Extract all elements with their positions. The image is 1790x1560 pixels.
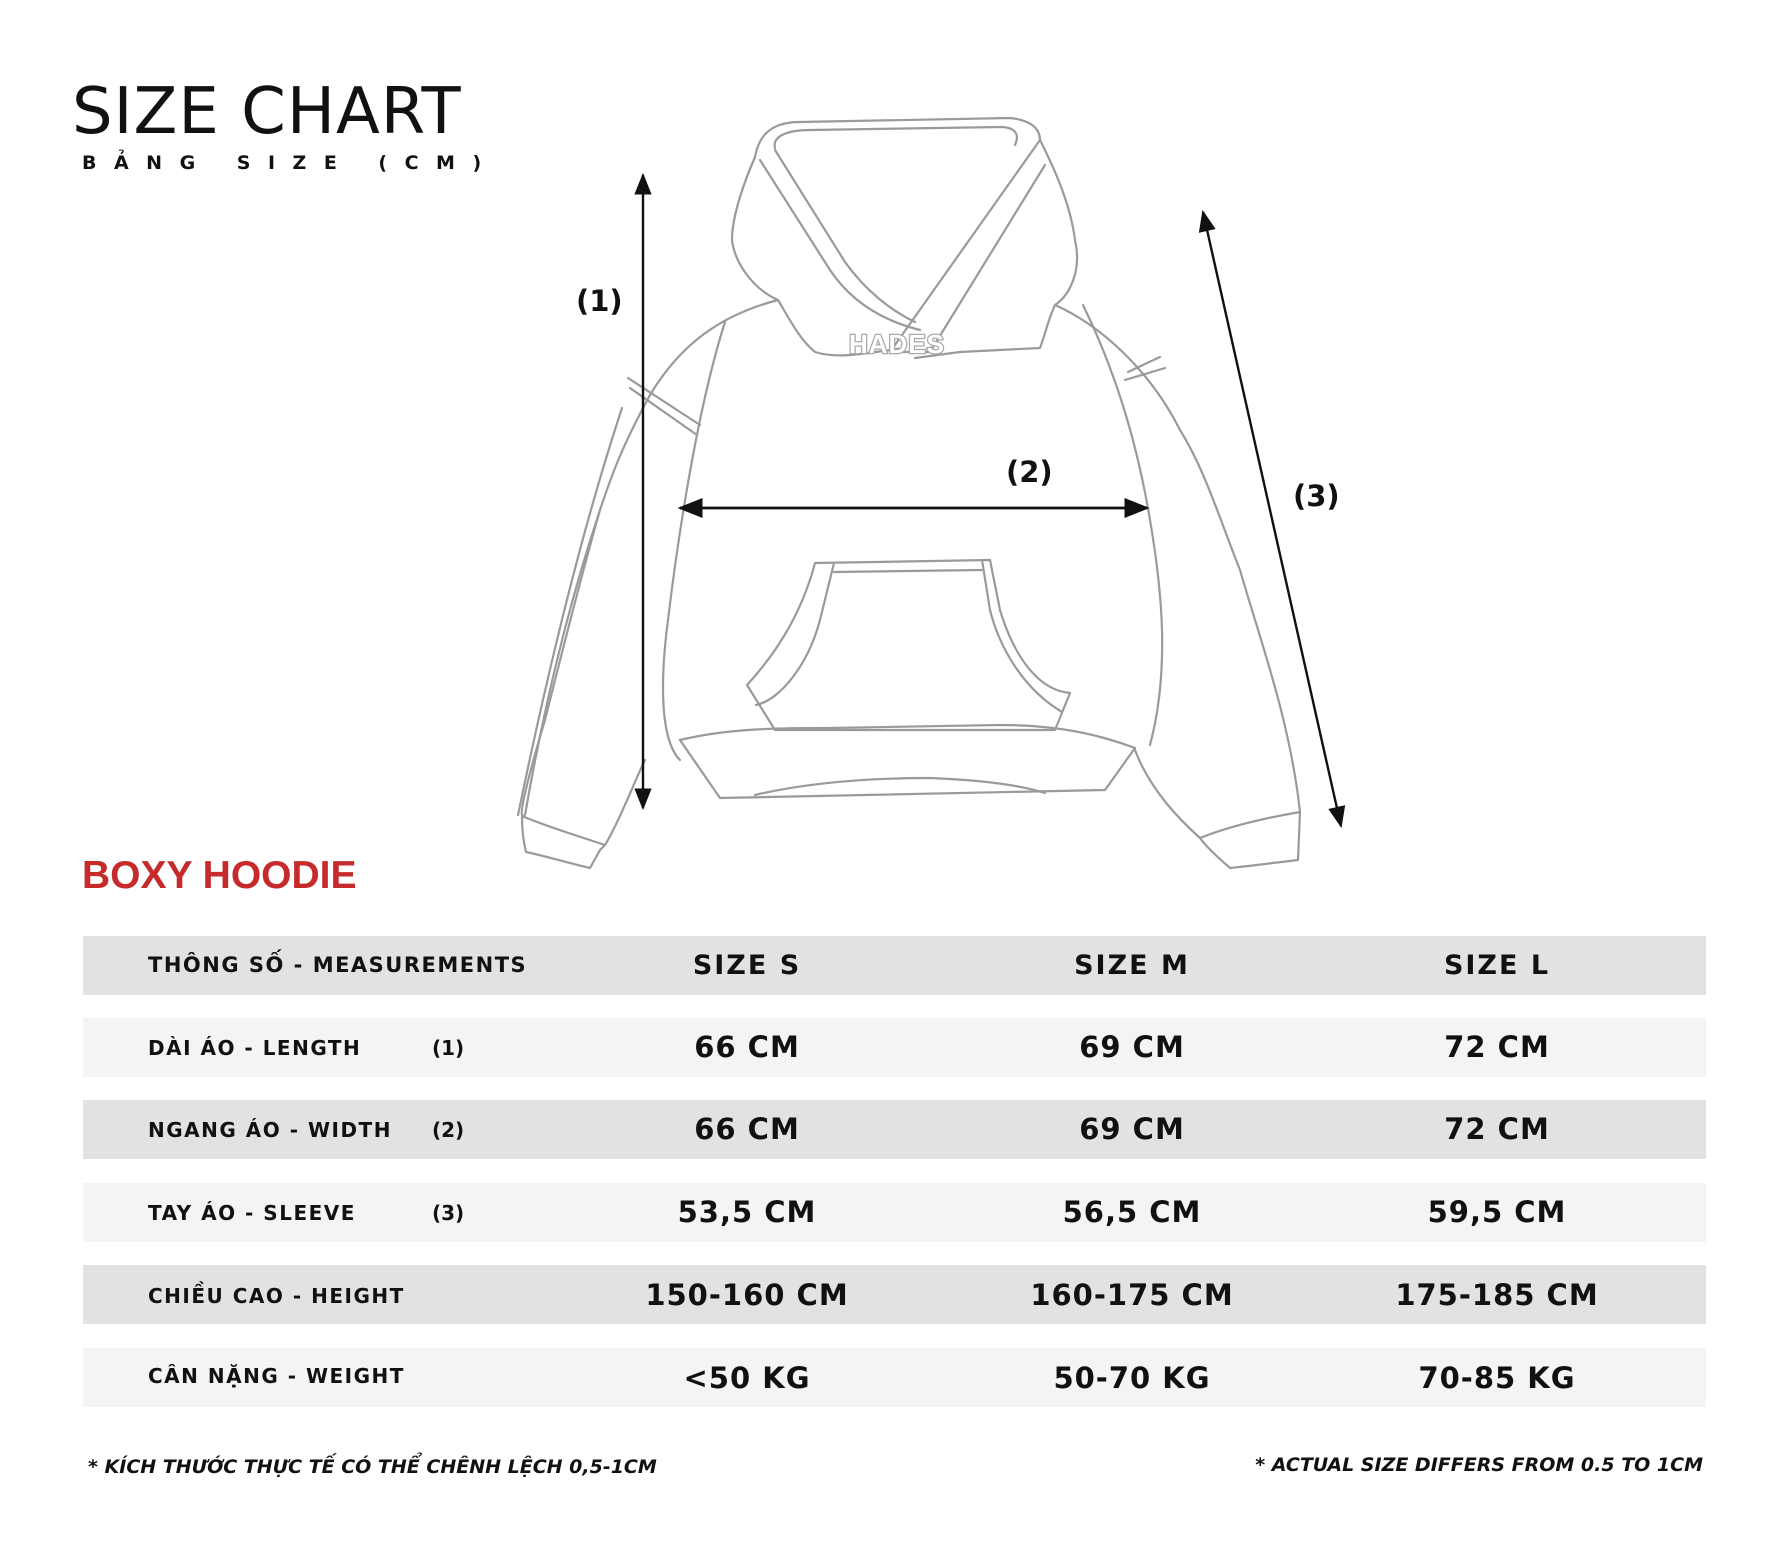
column-header-size-s: SIZE S xyxy=(692,950,802,981)
right-cuff xyxy=(1200,812,1300,868)
cell-size-m: 160-175 CM xyxy=(1030,1278,1234,1312)
footnote-english: * ACTUAL SIZE DIFFERS FROM 0.5 TO 1CM xyxy=(1255,1454,1703,1476)
row-label: TAY ÁO - SLEEVE xyxy=(148,1201,356,1225)
cell-size-m: 56,5 CM xyxy=(1062,1195,1202,1229)
cell-size-s: 66 CM xyxy=(694,1112,800,1146)
cell-size-s: 150-160 CM xyxy=(645,1278,849,1312)
page-title: SIZE CHART xyxy=(72,75,462,149)
waistband xyxy=(680,725,1135,748)
row-ref: (1) xyxy=(432,1036,465,1060)
row-ref: (2) xyxy=(432,1118,465,1142)
dimension-label-sleeve: (3) xyxy=(1293,479,1340,513)
row-label: CHIỀU CAO - HEIGHT xyxy=(148,1284,405,1308)
cell-size-l: 72 CM xyxy=(1444,1112,1550,1146)
cell-size-l: 70-85 KG xyxy=(1418,1361,1576,1395)
cell-size-s: 66 CM xyxy=(694,1030,800,1064)
row-label: NGANG ÁO - WIDTH xyxy=(148,1118,392,1142)
dimension-label-length: (1) xyxy=(576,284,623,318)
cell-size-m: 69 CM xyxy=(1079,1030,1185,1064)
row-ref: (3) xyxy=(432,1201,465,1225)
footnote-vietnamese: * KÍCH THƯỚC THỰC TẾ CÓ THỂ CHÊNH LỆCH 0,5-1CM xyxy=(88,1456,657,1478)
brand-print: HADES xyxy=(848,329,946,359)
column-header-measurements: THÔNG SỐ - MEASUREMENTS xyxy=(148,953,528,977)
cell-size-m: 69 CM xyxy=(1079,1112,1185,1146)
cell-size-m: 50-70 KG xyxy=(1053,1361,1211,1395)
cell-size-l: 59,5 CM xyxy=(1427,1195,1567,1229)
page-subtitle: BẢNG SIZE (CM) xyxy=(82,152,499,174)
product-name: BOXY HOODIE xyxy=(82,854,357,897)
row-label: CÂN NẶNG - WEIGHT xyxy=(148,1364,405,1388)
pocket xyxy=(747,560,1070,730)
row-label: DÀI ÁO - LENGTH xyxy=(148,1036,362,1060)
column-header-size-l: SIZE L xyxy=(1443,950,1551,981)
body-right xyxy=(1055,305,1300,812)
cell-size-l: 175-185 CM xyxy=(1395,1278,1599,1312)
cell-size-l: 72 CM xyxy=(1444,1030,1550,1064)
body-left xyxy=(522,300,778,815)
cell-size-s: 53,5 CM xyxy=(677,1195,817,1229)
dimension-label-width: (2) xyxy=(1006,455,1053,489)
column-header-size-m: SIZE M xyxy=(1074,950,1190,981)
cell-size-s: <50 KG xyxy=(683,1361,811,1395)
sleeve-arrow xyxy=(1203,212,1341,826)
left-cuff xyxy=(522,816,605,868)
